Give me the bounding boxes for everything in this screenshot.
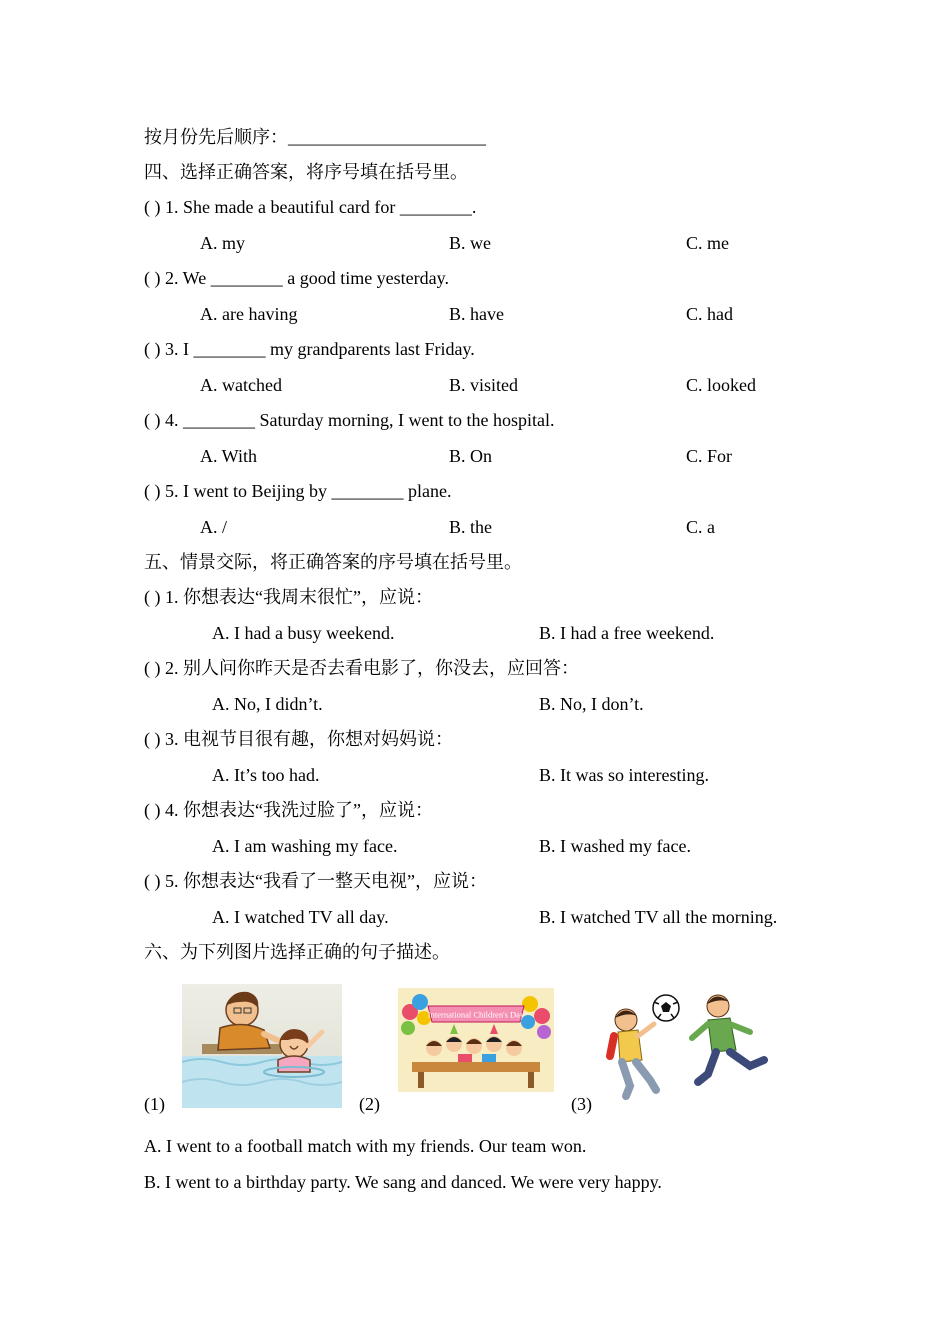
s4-q2-option-a: A. are having bbox=[200, 304, 298, 324]
picture-2-label: (2) bbox=[359, 1094, 380, 1114]
section6-heading: 六、为下列图片选择正确的句子描述。 bbox=[144, 942, 450, 962]
s4-q3-stem: ( ) 3. I ________ my grandparents last Friday. bbox=[144, 339, 475, 359]
order-line bbox=[144, 126, 486, 148]
s5-q4-option-a: A. I am washing my face. bbox=[212, 836, 398, 856]
s5-q2-option-a: A. No, I didn’t. bbox=[212, 694, 323, 714]
s5-q2-option-b: B. No, I don’t. bbox=[539, 694, 644, 714]
s5-q5-stem: ( ) 5. 你想表达“我看了一整天电视”，应说： bbox=[144, 871, 487, 891]
picture-3-label: (3) bbox=[571, 1094, 592, 1114]
s4-q4-stem: ( ) 4. ________ Saturday morning, I went to the hospital. bbox=[144, 410, 555, 430]
s4-q1-option-c: C. me bbox=[686, 233, 729, 253]
s4-q2-stem: ( ) 2. We ________ a good time yesterday. bbox=[144, 268, 449, 288]
s4-q3-option-b: B. visited bbox=[449, 375, 519, 395]
s5-q4-stem: ( ) 4. 你想表达“我洗过脸了”，应说： bbox=[144, 800, 433, 820]
s4-q2-option-c: C. had bbox=[686, 304, 733, 324]
sentence-b: B. I went to a birthday party. We sang and danced. We were very happy. bbox=[144, 1172, 662, 1192]
order-label: 按月份先后顺序： bbox=[144, 127, 288, 147]
s5-q3-option-a: A. It’s too had. bbox=[212, 765, 320, 785]
s5-q5-option-a: A. I watched TV all day. bbox=[212, 907, 389, 927]
s4-q5-option-c: C. a bbox=[686, 517, 715, 537]
s5-q3-option-b: B. It was so interesting. bbox=[539, 765, 709, 785]
banner-text: International Children's Day bbox=[427, 1009, 525, 1020]
s4-q4-option-c: C. For bbox=[686, 446, 733, 466]
s5-q1-option-a: A. I had a busy weekend. bbox=[212, 623, 395, 643]
s5-q4-option-b: B. I washed my face. bbox=[539, 836, 691, 856]
s4-q4-option-b: B. On bbox=[449, 446, 493, 466]
order-answer-blank[interactable]: ______________________ bbox=[288, 127, 486, 147]
s4-q1-option-b: B. we bbox=[449, 233, 491, 253]
sentence-a: A. I went to a football match with my friends. Our team won. bbox=[144, 1136, 587, 1156]
s5-q1-stem: ( ) 1. 你想表达“我周末很忙”，应说： bbox=[144, 587, 433, 607]
section4-heading: 四、选择正确答案，将序号填在括号里。 bbox=[144, 162, 468, 182]
s4-q5-option-b: B. the bbox=[449, 517, 492, 537]
s5-q2-stem: ( ) 2. 别人问你昨天是否去看电影了，你没去，应回答： bbox=[144, 658, 579, 678]
s4-q4-option-a: A. With bbox=[200, 446, 257, 466]
childrens-day-party-illustration bbox=[398, 988, 554, 1092]
s4-q2-option-b: B. have bbox=[449, 304, 504, 324]
s4-q1-option-a: A. my bbox=[200, 233, 245, 253]
s4-q5-option-a: A. / bbox=[200, 517, 227, 537]
s5-q3-stem: ( ) 3. 电视节目很有趣，你想对妈妈说： bbox=[144, 729, 453, 749]
s4-q1-stem: ( ) 1. She made a beautiful card for ________. bbox=[144, 197, 477, 217]
picture-1-label: (1) bbox=[144, 1094, 165, 1114]
football-players-illustration bbox=[604, 990, 780, 1102]
s4-q3-option-a: A. watched bbox=[200, 375, 282, 395]
section5-heading: 五、情景交际，将正确答案的序号填在括号里。 bbox=[144, 552, 522, 572]
swimming-rescue-illustration bbox=[182, 984, 342, 1108]
s4-q5-stem: ( ) 5. I went to Beijing by ________ plane. bbox=[144, 481, 452, 501]
s4-q3-option-c: C. looked bbox=[686, 375, 756, 395]
s5-q5-option-b: B. I watched TV all the morning. bbox=[539, 907, 778, 927]
s5-q1-option-b: B. I had a free weekend. bbox=[539, 623, 715, 643]
